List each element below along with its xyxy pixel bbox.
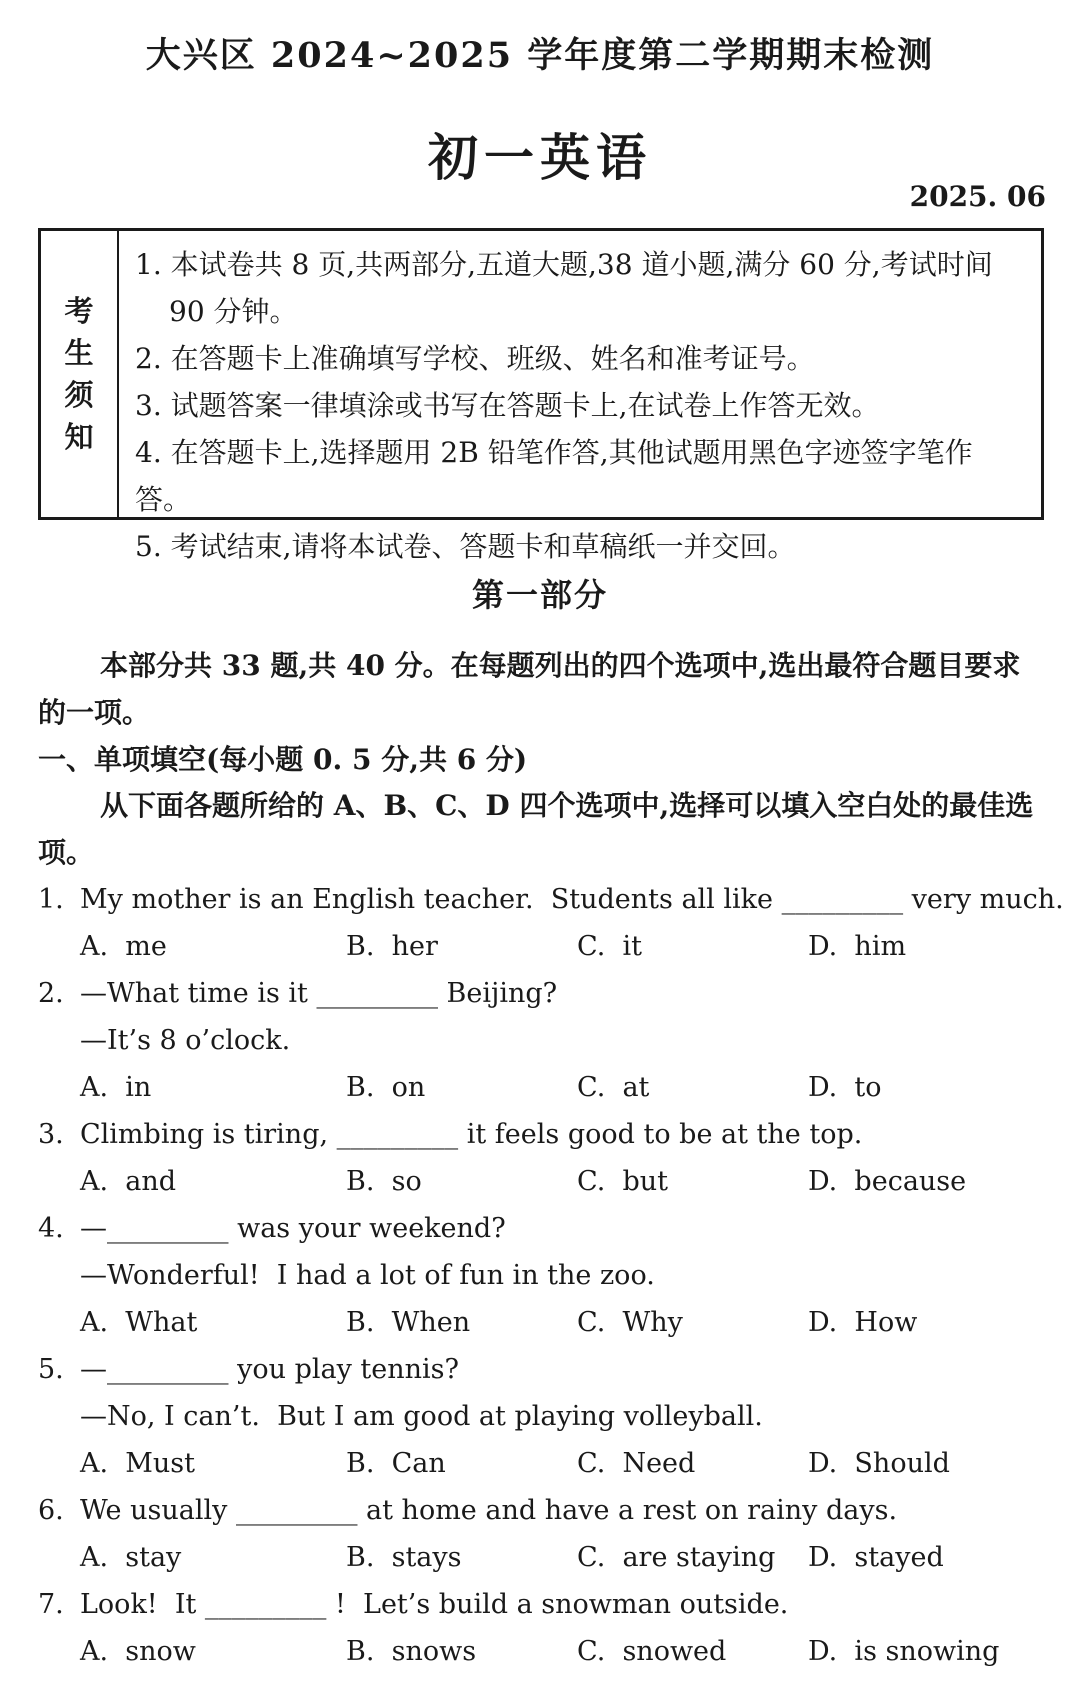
notice-item: 1. 本试卷共 8 页,共两部分,五道大题,38 道小题,满分 60 分,考试时间 90 分钟。 <box>135 248 993 328</box>
option-row <box>38 1158 1048 1205</box>
question-1 <box>38 876 1064 970</box>
part-intro: 本部分共 33 题,共 40 分。在每题列出的四个选项中,选出最符合题目要求的一项。 <box>38 649 1021 729</box>
exam-title: 大兴区 2024~2025 学年度第二学期期末检测 <box>145 35 935 76</box>
question-stem: —_________ you play tennis? <box>80 1354 459 1385</box>
notice-list <box>119 231 1041 563</box>
option-a: A. What <box>80 1307 198 1338</box>
option-b: B. so <box>346 1166 422 1197</box>
option-d: D. to <box>808 1072 882 1103</box>
option-row <box>38 1064 1048 1111</box>
question-3 <box>38 1111 1048 1205</box>
option-c: C. Need <box>577 1448 696 1479</box>
question-number: 3. <box>38 1119 64 1150</box>
option-b: B. snows <box>346 1636 477 1667</box>
question-stem: —What time is it _________ Beijing? <box>80 978 558 1009</box>
question-5 <box>38 1346 1048 1487</box>
question-2 <box>38 970 1048 1111</box>
option-row <box>38 923 1048 970</box>
notice-item: 2. 在答题卡上准确填写学校、班级、姓名和准考证号。 <box>135 342 815 375</box>
part-title: 第一部分 <box>471 576 608 614</box>
question-dialogue-line: —Wonderful! I had a lot of fun in the zoo. <box>80 1260 655 1291</box>
notice-item: 3. 试题答案一律填涂或书写在答题卡上,在试卷上作答无效。 <box>135 389 880 422</box>
notice-label-char: 生 <box>64 336 94 370</box>
question-6 <box>38 1487 1048 1581</box>
notice-item: 5. 考试结束,请将本试卷、答题卡和草稿纸一并交回。 <box>135 530 796 563</box>
option-d: D. How <box>808 1307 918 1338</box>
option-a: A. in <box>80 1072 152 1103</box>
option-d: D. Should <box>808 1448 950 1479</box>
option-a: A. Must <box>80 1448 195 1479</box>
option-b: B. on <box>346 1072 426 1103</box>
question-number: 6. <box>38 1495 64 1526</box>
option-c: C. it <box>577 931 642 962</box>
option-row <box>38 1628 1048 1675</box>
question-number: 5. <box>38 1354 64 1385</box>
question-stem: Climbing is tiring, _________ it feels good to be at the top. <box>80 1119 863 1150</box>
question-number: 4. <box>38 1213 64 1244</box>
question-list <box>38 876 1064 1675</box>
exam-date: 2025. 06 <box>909 180 1046 213</box>
option-d: D. stayed <box>808 1542 944 1573</box>
question-stem: My mother is an English teacher. Students all like _________ very much. <box>80 884 1064 915</box>
option-b: B. When <box>346 1307 471 1338</box>
question-stem: Look! It _________ ! Let’s build a snowman outside. <box>80 1589 789 1620</box>
question-number: 7. <box>38 1589 64 1620</box>
notice-label-char: 须 <box>64 378 94 412</box>
option-row <box>38 1440 1048 1487</box>
notice-item: 4. 在答题卡上,选择题用 2B 铅笔作答,其他试题用黑色字迹签字笔作答。 <box>135 436 973 516</box>
option-d: D. because <box>808 1166 967 1197</box>
question-dialogue-line: —It’s 8 o’clock. <box>80 1025 291 1056</box>
option-c: C. at <box>577 1072 650 1103</box>
notice-label-char: 知 <box>64 420 94 454</box>
option-a: A. and <box>80 1166 177 1197</box>
option-row <box>38 1299 1048 1346</box>
question-stem: We usually _________ at home and have a rest on rainy days. <box>80 1495 898 1526</box>
option-row <box>38 1534 1048 1581</box>
section-title: 一、单项填空(每小题 0. 5 分,共 6 分) <box>38 743 528 776</box>
option-c: C. snowed <box>577 1636 727 1667</box>
question-number: 1. <box>38 884 64 915</box>
option-c: C. are staying <box>577 1542 776 1573</box>
option-b: B. her <box>346 931 438 962</box>
question-4 <box>38 1205 1048 1346</box>
question-stem: —_________ was your weekend? <box>80 1213 506 1244</box>
option-c: C. but <box>577 1166 668 1197</box>
question-number: 2. <box>38 978 64 1009</box>
option-c: C. Why <box>577 1307 683 1338</box>
option-a: A. snow <box>80 1636 196 1667</box>
question-dialogue-line: —No, I can’t. But I am good at playing volleyball. <box>80 1401 763 1432</box>
subject-title: 初一英语 <box>428 128 652 187</box>
option-a: A. stay <box>80 1542 182 1573</box>
option-a: A. me <box>80 931 167 962</box>
option-b: B. Can <box>346 1448 446 1479</box>
notice-label-char: 考 <box>64 294 94 328</box>
section-instruction: 从下面各题所给的 A、B、C、D 四个选项中,选择可以填入空白处的最佳选项。 <box>38 789 1034 869</box>
notice-label <box>41 231 119 517</box>
option-d: D. is snowing <box>808 1636 1000 1667</box>
option-d: D. him <box>808 931 907 962</box>
option-b: B. stays <box>346 1542 462 1573</box>
candidate-notice-box <box>38 228 1044 563</box>
question-7 <box>38 1581 1048 1675</box>
